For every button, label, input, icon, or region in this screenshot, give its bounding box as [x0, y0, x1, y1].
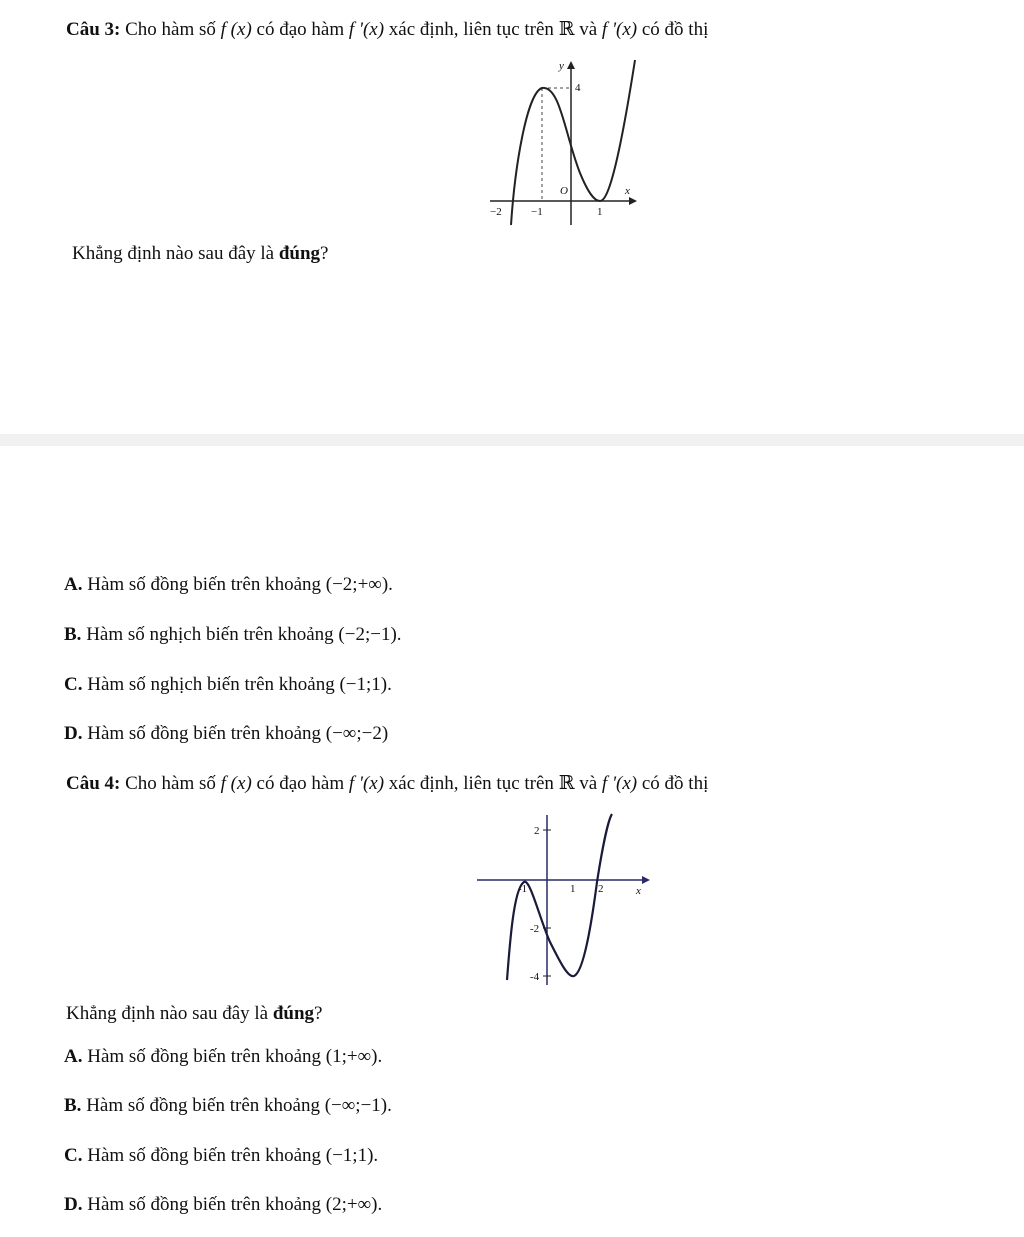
- q4-option-d[interactable]: D. Hàm số đồng biến trên khoảng (2;+∞).: [64, 1194, 383, 1215]
- q4-option-b[interactable]: B. Hàm số đồng biến trên khoảng (−∞;−1).: [64, 1095, 392, 1116]
- q3-graph-tick-4: 4: [575, 82, 581, 94]
- q3-graph-y-label: y: [559, 60, 564, 72]
- q3-graph-origin: O: [560, 185, 568, 197]
- q4-graph-tick-m2y: -2: [530, 923, 540, 935]
- q4-graph: [472, 810, 652, 990]
- q4-graph-tick-1x: 1: [570, 883, 576, 895]
- q3-option-a[interactable]: A. Hàm số đồng biến trên khoảng (−2;+∞).: [64, 574, 393, 595]
- q3-graph-x-label: x: [625, 185, 630, 197]
- page-divider: [0, 434, 1024, 446]
- q4-option-a[interactable]: A. Hàm số đồng biến trên khoảng (1;+∞).: [64, 1046, 383, 1067]
- q4-statement: Câu 4: Cho hàm số f (x) có đạo hàm f '(x) xác định, liên tục trên ℝ và f '(x) có đồ thị: [66, 773, 709, 794]
- q4-graph-tick-m4y: -4: [530, 971, 540, 983]
- q3-option-b[interactable]: B. Hàm số nghịch biến trên khoảng (−2;−1).: [64, 624, 402, 645]
- q4-prompt: Khẳng định nào sau đây là đúng?: [66, 1003, 323, 1024]
- q4-graph-x-label: x: [636, 885, 641, 897]
- q3-statement: Câu 3: Cho hàm số f (x) có đạo hàm f '(x) xác định, liên tục trên ℝ và f '(x) có đồ thị: [66, 19, 709, 40]
- q4-graph-tick-2x: 2: [598, 883, 604, 895]
- q3-graph-tick-m2: −2: [490, 206, 502, 218]
- q3-label: Câu 3:: [66, 19, 121, 40]
- q3-graph: [485, 55, 645, 235]
- q3-prompt: Khẳng định nào sau đây là đúng?: [72, 243, 329, 264]
- q3-option-d[interactable]: D. Hàm số đồng biến trên khoảng (−∞;−2): [64, 723, 389, 744]
- q4-graph-tick-2y: 2: [534, 825, 540, 837]
- q3-graph-tick-1: 1: [597, 206, 603, 218]
- q3-option-c[interactable]: C. Hàm số nghịch biến trên khoảng (−1;1).: [64, 674, 392, 695]
- q4-graph-tick-m1x: -1: [518, 883, 528, 895]
- q4-label: Câu 4:: [66, 773, 121, 794]
- q3-graph-tick-m1: −1: [531, 206, 543, 218]
- q4-option-c[interactable]: C. Hàm số đồng biến trên khoảng (−1;1).: [64, 1145, 379, 1166]
